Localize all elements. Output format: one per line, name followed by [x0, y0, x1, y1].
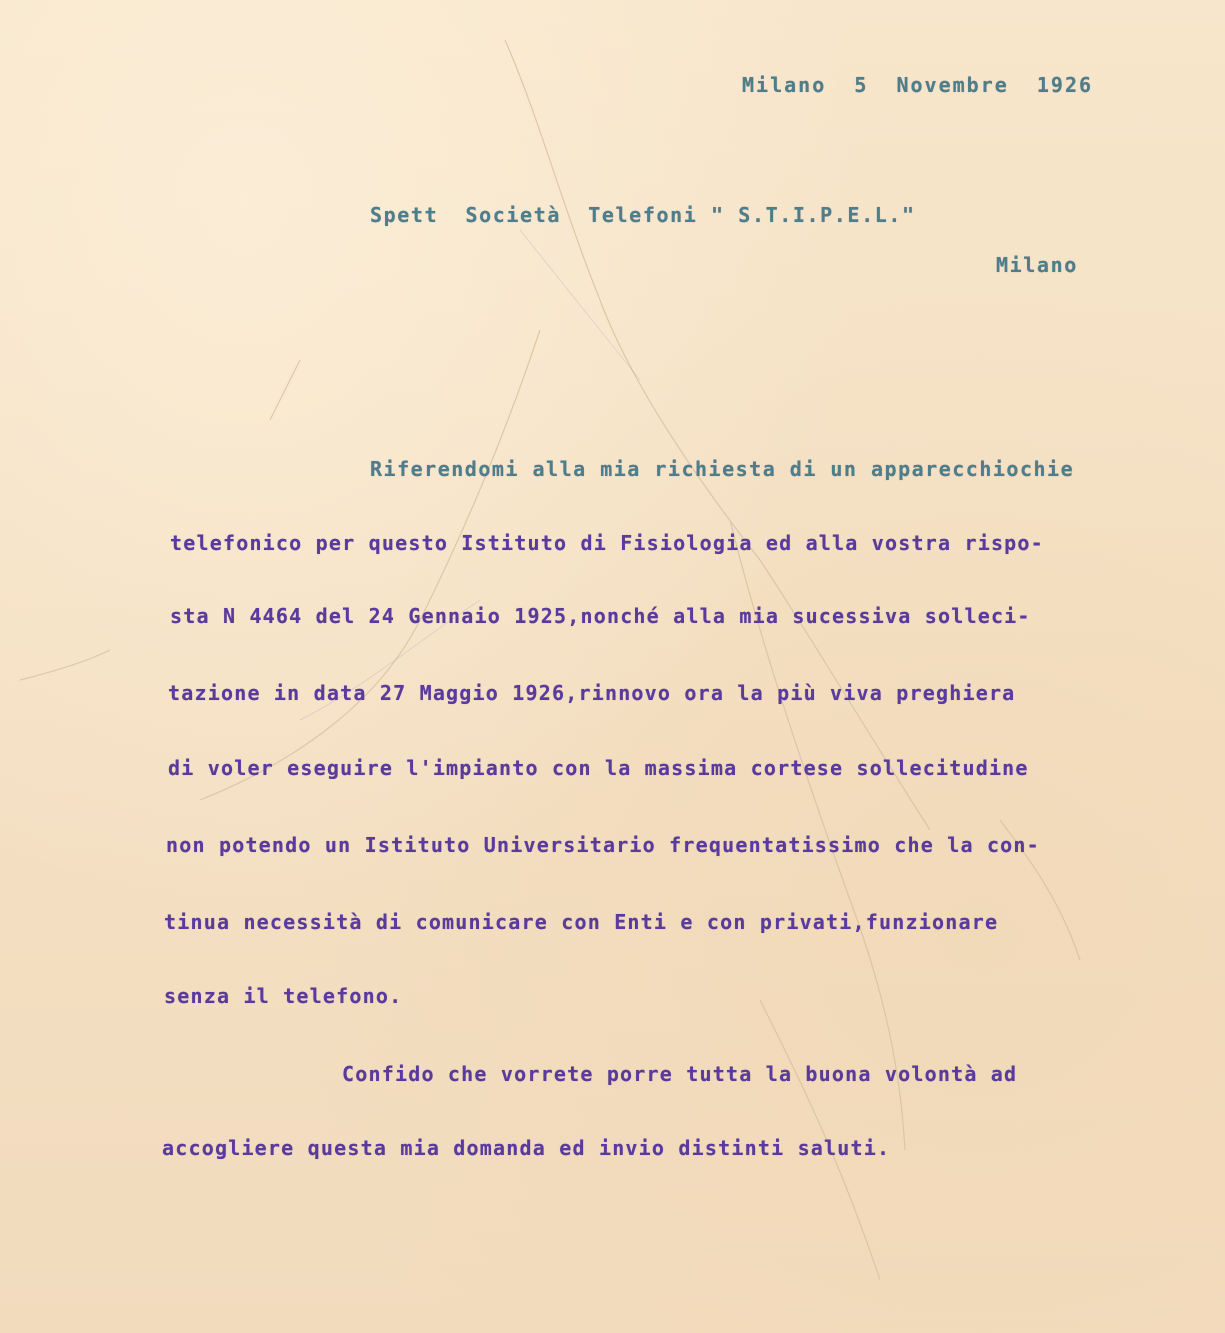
closing-line: accogliere questa mia domanda ed invio distinti saluti. [162, 1136, 891, 1160]
addressee-line: Spett Società Telefoni " S.T.I.P.E.L." [370, 203, 916, 227]
body-line: non potendo un Istituto Universitario frequentatissimo che la con- [166, 833, 1040, 857]
addressee-city: Milano [996, 253, 1078, 277]
body-line: sta N 4464 del 24 Gennaio 1925,nonché alla mia sucessiva solleci- [170, 604, 1031, 628]
body-line: senza il telefono. [164, 984, 403, 1008]
body-line: tazione in data 27 Maggio 1926,rinnovo ora la più viva preghiera [168, 681, 1016, 705]
body-line: Riferendomi alla mia richiesta di un apparecchiochie [370, 457, 1075, 481]
body-line: tinua necessità di comunicare con Enti e con privati,funzionare [164, 910, 999, 934]
letter-date: Milano 5 Novembre 1926 [742, 73, 1094, 97]
body-line: telefonico per questo Istituto di Fisiologia ed alla vostra rispo- [170, 531, 1044, 555]
closing-line: Confido che vorrete porre tutta la buona volontà ad [342, 1062, 1018, 1086]
body-line: di voler eseguire l'impianto con la massima cortese sollecitudine [168, 756, 1029, 780]
